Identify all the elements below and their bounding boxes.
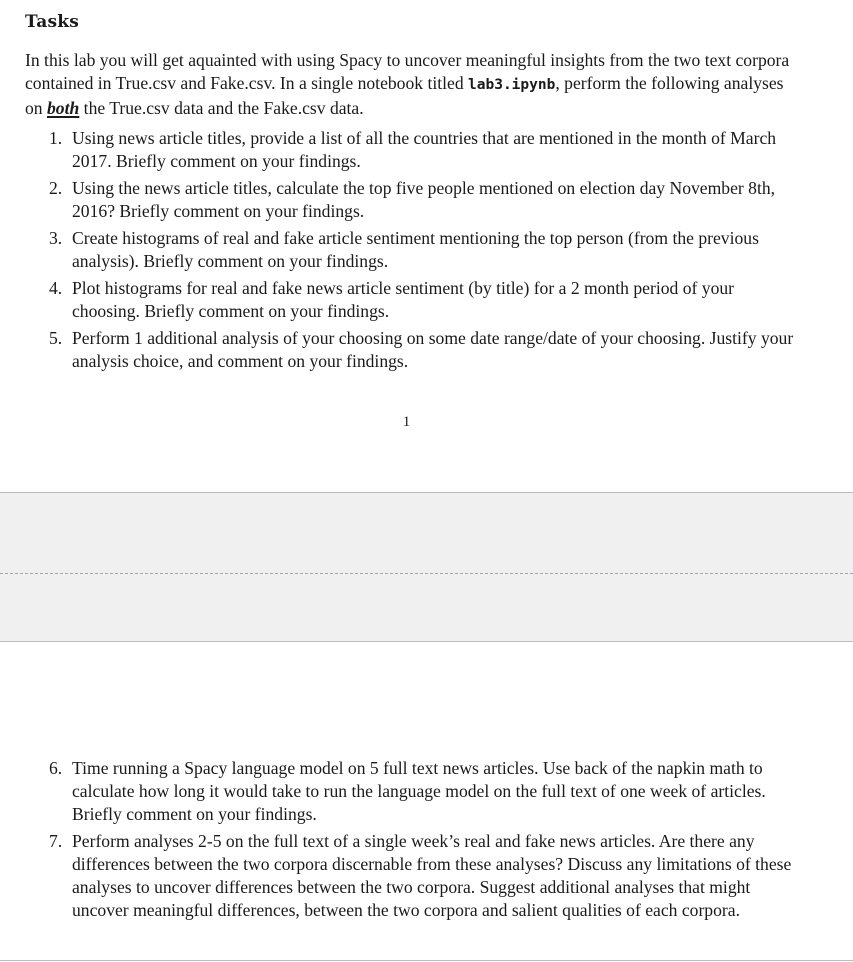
task-text: Perform 1 additional analysis of your choosing on some date range/date of your choosing. Justify your analysis choice, and comment on your findings. bbox=[72, 328, 794, 371]
task-text: Create histograms of real and fake article sentiment mentioning the top person (from the previous analysis). Briefly comment on your findings. bbox=[72, 228, 759, 271]
task-text: Plot histograms for real and fake news article sentiment (by title) for a 2 month period of your choosing. Briefly comment on your findings. bbox=[72, 278, 735, 321]
task-list-page-1 bbox=[0, 127, 853, 377]
task-number: 7. bbox=[49, 831, 63, 851]
task-item bbox=[0, 327, 797, 373]
page-number: 1 bbox=[402, 414, 411, 430]
page-bottom-edge bbox=[0, 960, 853, 961]
task-number: 4. bbox=[49, 278, 63, 298]
document-page-2 bbox=[0, 642, 853, 962]
page-break-gap bbox=[0, 492, 853, 642]
task-list-page-2 bbox=[0, 757, 853, 926]
notebook-filename: lab3.ipynb bbox=[468, 77, 556, 93]
intro-text-2: , perform the following analyses on bbox=[25, 73, 784, 118]
task-item bbox=[0, 127, 797, 173]
task-text: Time running a Spacy language model on 5 full text news articles. Use back of the napkin math to calculate how long it would take to run the language model on the full text of one week of articles. Briefly comment on your findings. bbox=[72, 758, 766, 824]
task-item bbox=[0, 227, 797, 273]
task-item bbox=[0, 277, 797, 323]
task-number: 5. bbox=[49, 328, 63, 348]
task-item bbox=[0, 830, 797, 922]
intro-paragraph bbox=[25, 49, 805, 120]
task-text: Using the news article titles, calculate the top five people mentioned on election day November 8th, 2016? Briefly comment on your findings. bbox=[72, 178, 776, 221]
task-text: Using news article titles, provide a list of all the countries that are mentioned in the month of March 2017. Briefly comment on your findings. bbox=[72, 128, 777, 171]
emphasis-both: both bbox=[47, 98, 80, 118]
task-item bbox=[0, 757, 797, 826]
task-number: 3. bbox=[49, 228, 63, 248]
section-heading: Tasks bbox=[25, 12, 79, 32]
task-text: Perform analyses 2-5 on the full text of a single week’s real and fake news articles. Are there any differences between the two corpora discernable from these analyses? Discuss any limitations of these analyses to uncover differences between the two corpora. Suggest additional analyses that might uncover meaningful differences, between the two corpora and salient qualities of each corpora. bbox=[72, 831, 792, 920]
task-number: 1. bbox=[49, 128, 63, 148]
page-divider bbox=[0, 573, 853, 574]
task-number: 6. bbox=[49, 758, 63, 778]
task-number: 2. bbox=[49, 178, 63, 198]
task-item bbox=[0, 177, 797, 223]
intro-text-3: the True.csv data and the Fake.csv data. bbox=[79, 98, 364, 118]
intro-text-1: In this lab you will get aquainted with using Spacy to uncover meaningful insights from the two text corpora contained in True.csv and Fake.csv. In a single notebook titled bbox=[25, 50, 790, 93]
